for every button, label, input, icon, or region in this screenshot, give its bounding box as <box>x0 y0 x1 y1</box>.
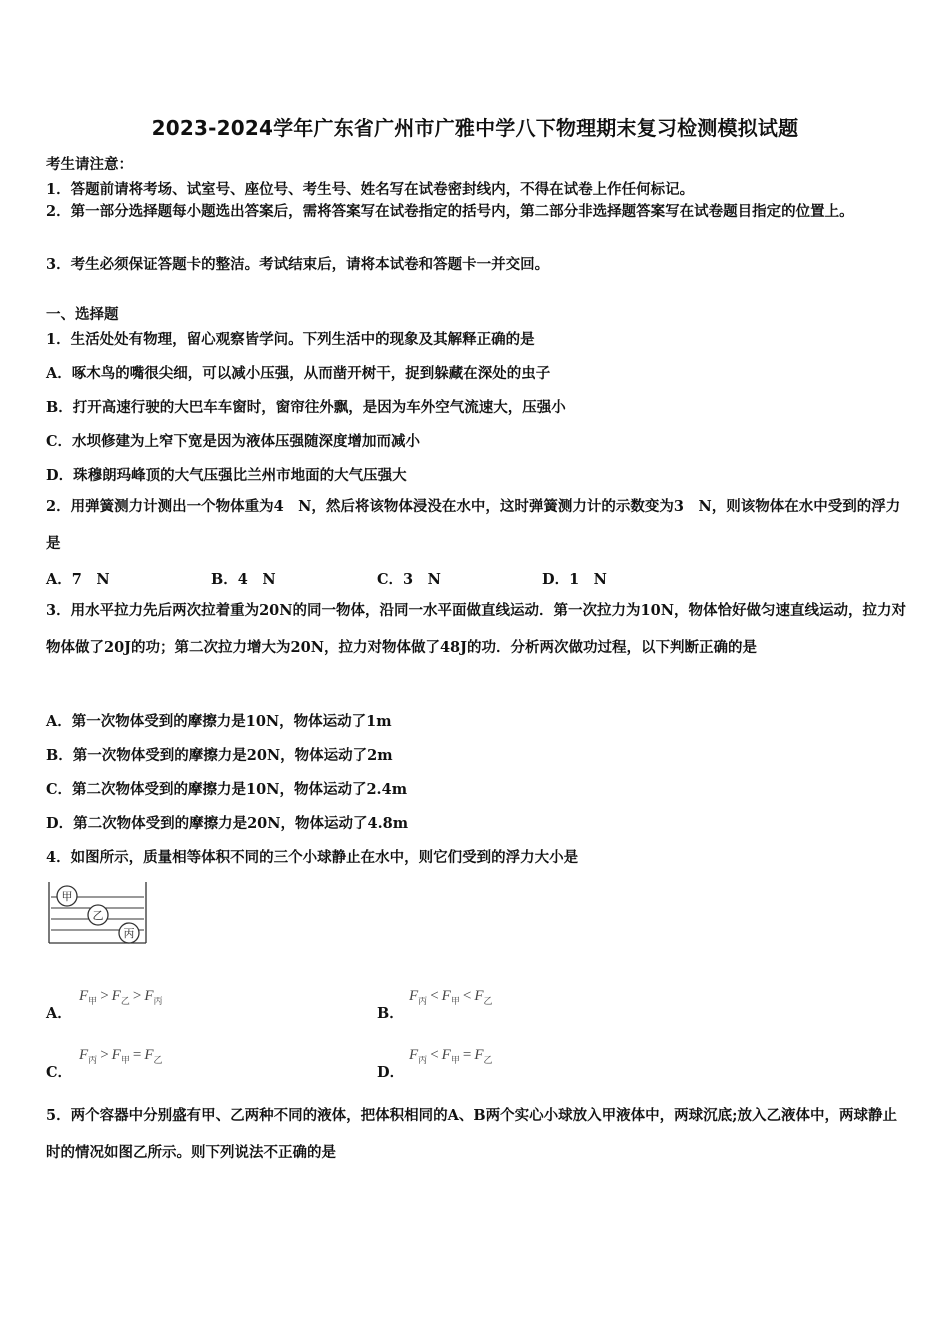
q4-option-c-formula: $F_丙 > F_甲 = F_乙$ <box>79 1047 163 1066</box>
q4-option-c-label: C． <box>46 1064 73 1081</box>
q4-option-b-label: B． <box>377 1005 404 1022</box>
q4-option-b-formula: $F_丙 < F_甲 < F_乙$ <box>409 988 493 1007</box>
section-heading: 一、选择题 <box>46 306 119 323</box>
ball-label-bing: 丙 <box>123 927 135 940</box>
q3-option-b: B．第一次物体受到的摩擦力是20N，物体运动了2m <box>46 747 393 764</box>
notice-item-1: 1．答题前请将考场、试室号、座位号、考生号、姓名写在试卷密封线内，不得在试卷上作任何标记。 <box>46 181 695 198</box>
q1-option-c: C．水坝修建为上窄下宽是因为液体压强随深度增加而减小 <box>46 433 421 450</box>
q5-stem: 5．两个容器中分别盛有甲、乙两种不同的液体，把体积相同的A、B两个实心小球放入甲液体中，两球沉底;放入乙液体中，两球静止时的情况如图乙所示。则下列说法不正确的是 <box>46 1107 897 1161</box>
q1-stem: 1．生活处处有物理，留心观察皆学问。下列生活中的现象及其解释正确的是 <box>46 331 535 348</box>
ball-label-yi: 乙 <box>92 909 104 922</box>
notice-item-3: 3．考生必须保证答题卡的整洁。考试结束后，请将本试卷和答题卡一并交回。 <box>46 256 550 273</box>
notice-heading: 考生请注意： <box>46 156 133 173</box>
q1-option-b: B．打开高速行驶的大巴车车窗时，窗帘往外飘，是因为车外空气流速大，压强小 <box>46 399 566 416</box>
q4-figure-beaker <box>46 880 150 948</box>
notice-item-2: 2．第一部分选择题每小题选出答案后，需将答案写在试卷指定的括号内，第二部分非选择题答案写在试卷题目指定的位置上。 <box>46 203 854 220</box>
q2-option-a: A．7 N <box>46 571 110 588</box>
q4-option-d-formula: $F_丙 < F_甲 = F_乙$ <box>409 1047 493 1066</box>
q2-option-d: D．1 N <box>542 571 607 588</box>
q4-option-a-label: A． <box>46 1005 72 1022</box>
q2-option-c: C．3 N <box>377 571 441 588</box>
q1-option-a: A．啄木鸟的嘴很尖细，可以减小压强，从而凿开树干，捉到躲藏在深处的虫子 <box>46 365 551 382</box>
q1-option-d: D．珠穆朗玛峰顶的大气压强比兰州市地面的大气压强大 <box>46 467 407 484</box>
page-title: 2023-2024学年广东省广州市广雅中学八下物理期末复习检测模拟试题 <box>151 116 799 140</box>
q3-stem: 3．用水平拉力先后两次拉着重为20N的同一物体，沿同一水平面做直线运动．第一次拉力为10N，物体恰好做匀速直线运动，拉力对物体做了20J的功；第二次拉力增大为20N，拉力对物体做了48J的功．分析两次做功过程，以下判断正确的是 <box>46 602 906 656</box>
q4-option-d-label: D． <box>377 1064 405 1081</box>
q2-stem: 2．用弹簧测力计测出一个物体重为4 N，然后将该物体浸没在水中，这时弹簧测力计的示数变为3 N，则该物体在水中受到的浮力是 <box>46 498 901 552</box>
q4-stem: 4．如图所示，质量相等体积不同的三个小球静止在水中，则它们受到的浮力大小是 <box>46 849 579 866</box>
q3-option-d: D．第二次物体受到的摩擦力是20N，物体运动了4.8m <box>46 815 409 832</box>
q4-option-a-formula: $F_甲 > F_乙 > F_丙$ <box>79 988 163 1007</box>
q3-option-a: A．第一次物体受到的摩擦力是10N，物体运动了1m <box>46 713 392 730</box>
q2-option-b: B．4 N <box>211 571 276 588</box>
q3-option-c: C．第二次物体受到的摩擦力是10N，物体运动了2.4m <box>46 781 408 798</box>
ball-label-jia: 甲 <box>61 890 73 903</box>
